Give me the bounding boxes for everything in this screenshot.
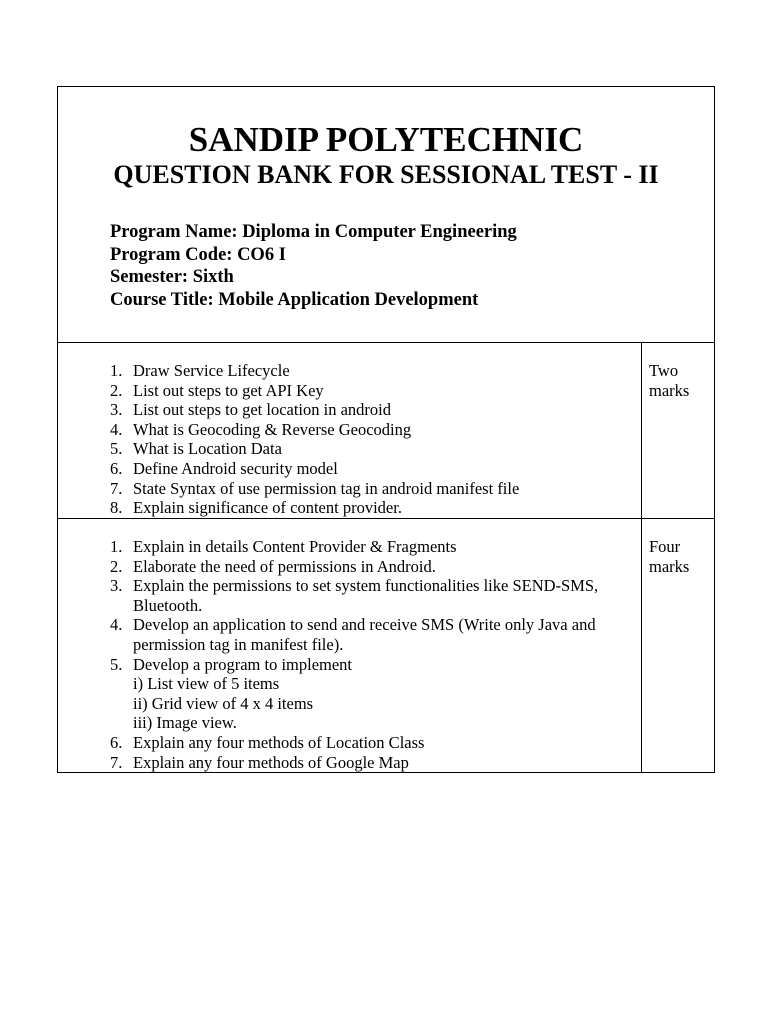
question-item xyxy=(110,537,610,557)
sub-question: iii) Image view. xyxy=(133,713,237,733)
two-marks-section xyxy=(58,343,714,519)
column-divider xyxy=(641,343,642,518)
header-block xyxy=(58,87,714,343)
question-item xyxy=(110,753,610,773)
sub-question: ii) Grid view of 4 x 4 items xyxy=(133,693,314,713)
four-marks-question-list xyxy=(110,537,610,772)
question-number: 3. xyxy=(110,400,123,420)
question-number: 2. xyxy=(110,380,123,400)
two-marks-question-list xyxy=(110,361,610,518)
question-number: 4. xyxy=(110,419,123,439)
question-item xyxy=(110,439,610,459)
marks-value: Two xyxy=(649,361,679,380)
course-title: Course Title: Mobile Application Development xyxy=(110,289,479,310)
question-bank-table xyxy=(57,86,715,773)
question-number: 1. xyxy=(110,361,123,380)
question-text: What is Location Data xyxy=(133,439,282,459)
question-number: 7. xyxy=(110,752,123,772)
question-text: Develop a program to implement xyxy=(133,654,353,674)
semester: Semester: Sixth xyxy=(110,267,234,287)
question-text: Define Android security model xyxy=(133,458,338,478)
question-text: Elaborate the need of permissions in Android. xyxy=(133,556,436,576)
question-number: 8. xyxy=(110,498,123,518)
question-text: Explain in details Content Provider & Fragments xyxy=(133,537,457,556)
marks-unit: marks xyxy=(649,557,690,576)
question-item xyxy=(110,615,610,654)
institute-name: SANDIP POLYTECHNIC xyxy=(188,120,584,159)
program-info xyxy=(110,221,517,311)
question-number: 1. xyxy=(110,537,123,556)
question-number: 6. xyxy=(110,458,123,478)
question-text: State Syntax of use permission tag in android manifest file xyxy=(133,478,520,498)
question-text: Explain any four methods of Location Class xyxy=(133,732,425,752)
question-text: Develop an application to send and receive SMS (Write only Java and permission tag in manifest file). xyxy=(133,615,596,654)
question-text: What is Geocoding & Reverse Geocoding xyxy=(133,419,412,439)
marks-unit: marks xyxy=(649,381,690,400)
question-number: 3. xyxy=(110,576,123,596)
question-item xyxy=(110,655,610,733)
question-item xyxy=(110,498,610,518)
question-item xyxy=(110,381,610,401)
question-number: 7. xyxy=(110,478,123,498)
program-name: Program Name: Diploma in Computer Engineering xyxy=(110,222,517,242)
question-item xyxy=(110,459,610,479)
four-marks-label xyxy=(649,537,709,577)
question-number: 2. xyxy=(110,556,123,576)
question-item xyxy=(110,479,610,499)
question-item xyxy=(110,557,610,577)
question-item xyxy=(110,420,610,440)
four-marks-section xyxy=(58,519,714,772)
document-subtitle: QUESTION BANK FOR SESSIONAL TEST - II xyxy=(113,160,659,189)
question-number: 6. xyxy=(110,732,123,752)
program-code: Program Code: CO6 I xyxy=(110,244,286,265)
question-text: List out steps to get location in android xyxy=(133,400,392,420)
sub-question: i) List view of 5 items xyxy=(133,674,280,694)
marks-value: Four xyxy=(649,537,681,556)
question-text: Explain the permissions to set system functionalities like SEND-SMS, Bluetooth. xyxy=(133,576,599,615)
question-number: 4. xyxy=(110,615,123,635)
two-marks-label xyxy=(649,361,709,401)
question-item xyxy=(110,400,610,420)
column-divider xyxy=(641,519,642,772)
question-number: 5. xyxy=(110,439,123,459)
question-text: Explain any four methods of Google Map xyxy=(133,752,409,772)
question-text: Draw Service Lifecycle xyxy=(133,361,290,380)
question-text: Explain significance of content provider. xyxy=(133,498,402,518)
question-item xyxy=(110,733,610,753)
question-text: List out steps to get API Key xyxy=(133,380,324,400)
question-number: 5. xyxy=(110,654,123,674)
question-item xyxy=(110,576,610,615)
question-item xyxy=(110,361,610,381)
